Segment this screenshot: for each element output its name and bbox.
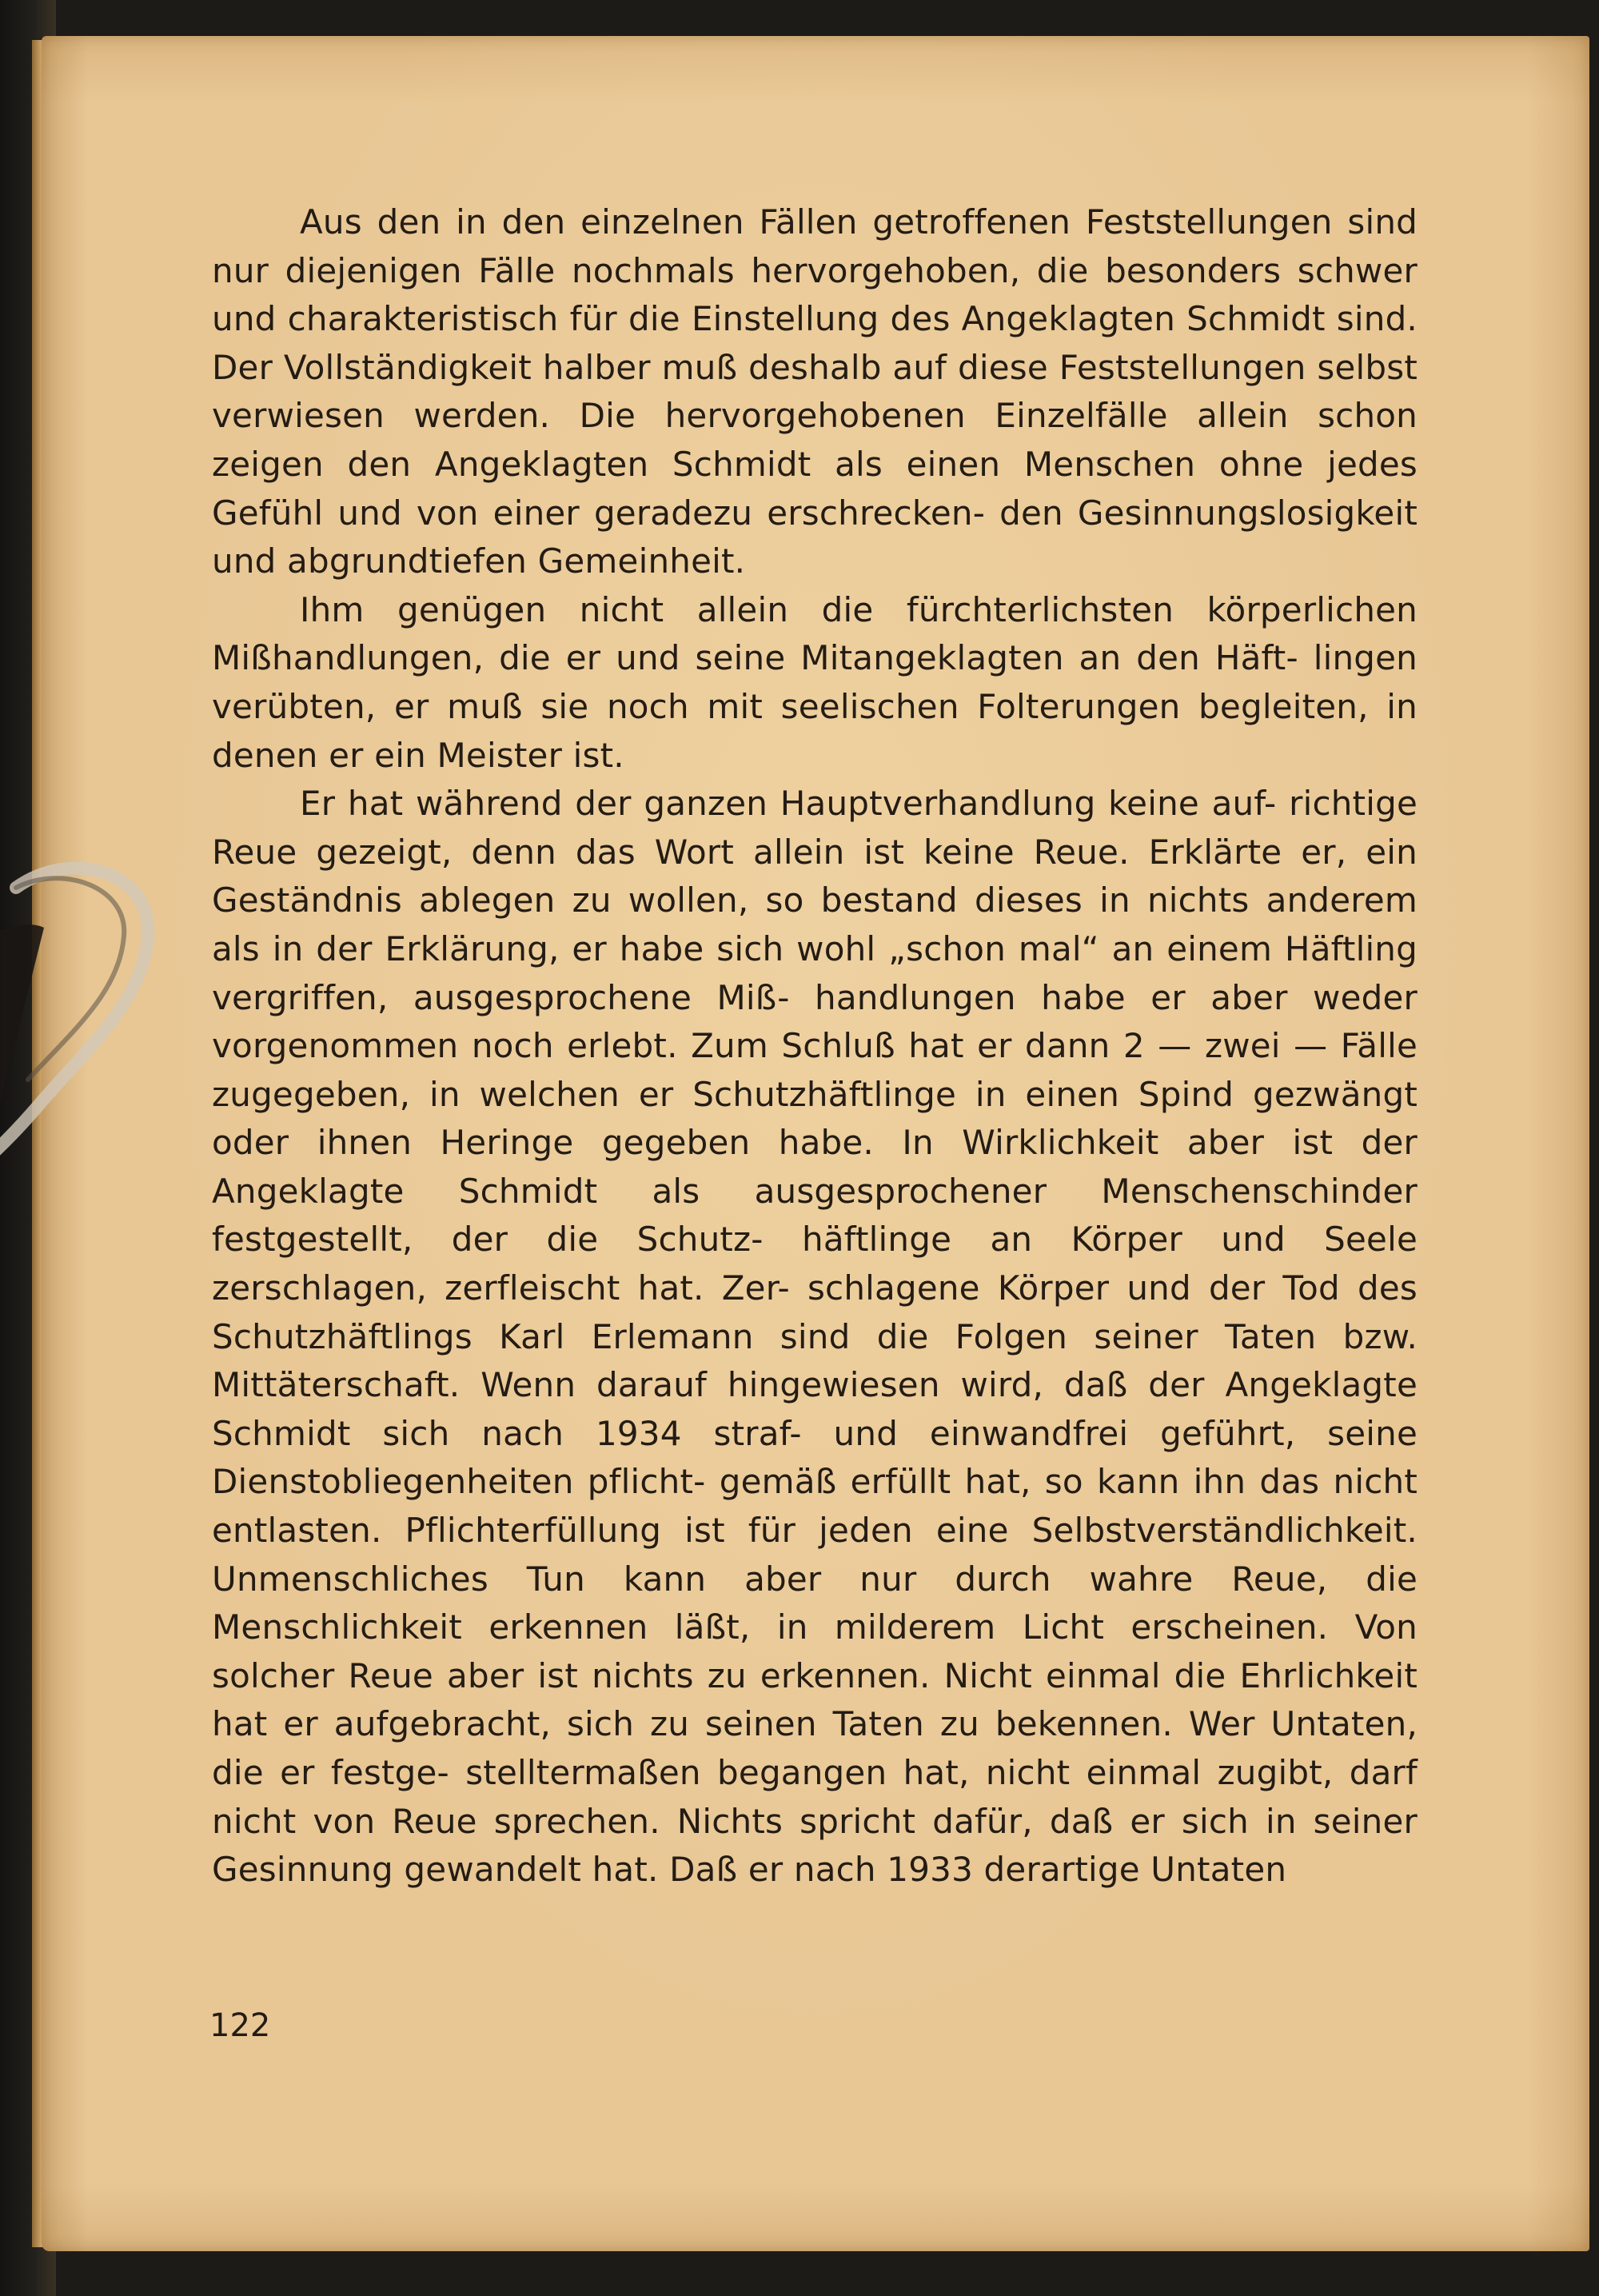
page-number: 122 (209, 2007, 271, 2044)
paragraph-3: Er hat während der ganzen Hauptverhandlung keine auf- richtige Reue gezeigt, denn das Wort allein ist keine Reue. Erklärte er, ein Geständnis ablegen zu wollen, so bestand dieses in nichts anderem als in der Erklärung, er habe sich wohl „schon mal“ an einem Häftling vergriffen, ausgesprochene Miß- handlungen habe er aber weder vorgenommen noch erlebt. Zum Schluß hat er dann 2 — zwei — Fälle zugegeben, in welchen er Schutzhäftlinge in einen Spind gezwängt oder ihnen Heringe gegeben habe. In Wirklichkeit aber ist der Angeklagte Schmidt als ausgesprochener Menschenschinder festgestellt, der die Schutz- häftlinge an Körper und Seele zerschlagen, zerfleischt hat. Zer- schlagene Körper und der Tod des Schutzhäftlings Karl Erlemann sind die Folgen seiner Taten bzw. Mittäterschaft. Wenn darauf hingewiesen wird, daß der Angeklagte Schmidt sich nach 1934 straf- und einwandfrei geführt, seine Dienstobliegenheiten pflicht- gemäß erfüllt hat, so kann ihn das nicht entlasten. Pflichterfüllung ist für jeden eine Selbstverständlichkeit. Unmenschliches Tun kann aber nur durch wahre Reue, die Menschlichkeit erkennen läßt, in milderem Licht erscheinen. Von solcher Reue aber ist nichts zu erkennen. Nicht einmal die Ehrlichkeit hat er aufgebracht, sich zu seinen Taten zu bekennen. Wer Untaten, die er festge- stelltermaßen begangen hat, nicht einmal zugibt, darf nicht von Reue sprechen. Nichts spricht dafür, daß er sich in seiner Gesinnung gewandelt hat. Daß er nach 1933 derartige Untaten (212, 784, 1418, 1890)
body-text (212, 198, 1418, 1895)
paragraph-1: Aus den in den einzelnen Fällen getroffenen Feststellungen sind nur diejenigen Fälle nochmals hervorgehoben, die besonders schwer und charakteristisch für die Einstellung des Angeklagten Schmidt sind. Der Vollständigkeit halber muß deshalb auf diese Feststellungen selbst verwiesen werden. Die hervorgehobenen Einzelfälle allein schon zeigen den Angeklagten Schmidt als einen Menschen ohne jedes Gefühl und von einer geradezu erschrecken- den Gesinnungslosigkeit und abgrundtiefen Gemeinheit. (212, 202, 1418, 581)
paragraph-2: Ihm genügen nicht allein die fürchterlichsten körperlichen Mißhandlungen, die er und seine Mitangeklagten an den Häft- lingen verübten, er muß sie noch mit seelischen Folterungen begleiten, in denen er ein Meister ist. (212, 589, 1418, 775)
paper-clip-icon (0, 840, 184, 1176)
